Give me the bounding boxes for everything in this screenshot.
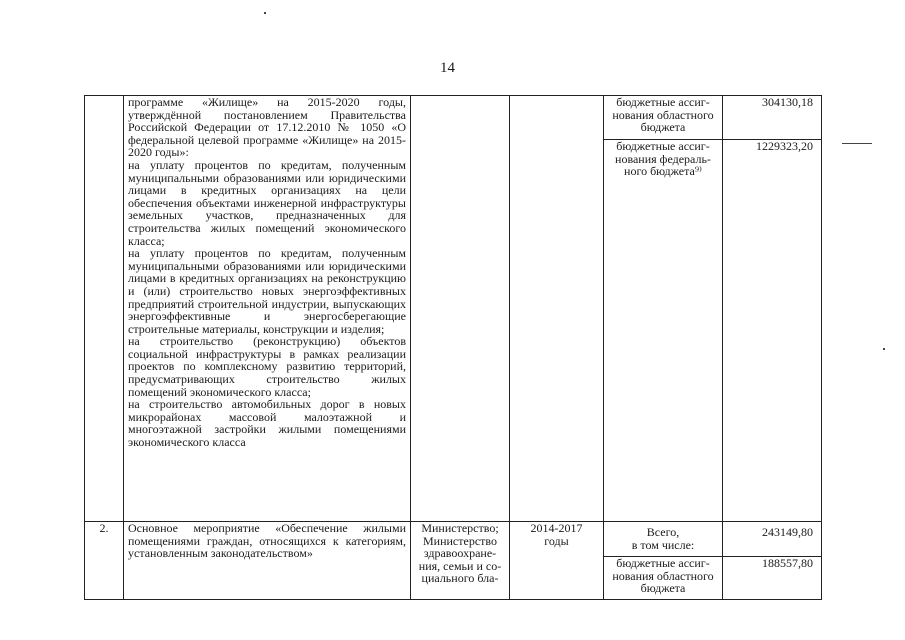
scan-mark [883, 348, 885, 350]
executor-cell [411, 96, 510, 522]
measure-description [124, 96, 411, 522]
scan-mark [842, 143, 872, 144]
amount-value: 188557,80 [762, 556, 813, 570]
paragraph: Основное мероприятие «Обеспечение жилыми помещениями граждан, относящихся к категориям, установленным законодательством» [128, 521, 406, 561]
table-row [85, 522, 822, 600]
funding-source-cell [604, 522, 723, 600]
program-table [84, 95, 822, 600]
page-number: 14 [440, 60, 455, 76]
term-cell [510, 96, 604, 522]
amount-cell [723, 522, 822, 600]
funding-source: Всего, в том числе: [604, 522, 722, 557]
funding-source: бюджетные ассиг- нования федераль- ного бюджета⁹⁾ [615, 139, 711, 179]
term-cell: 2014-2017 годы [510, 522, 604, 600]
funding-source-cell [604, 96, 723, 522]
paragraph: на строительство (реконструкцию) объектов социальной инфраструктуры в рамках реализации проектов по комплексному развитию территорий, предусматривающих строительство жилых помещений экономического класса; [128, 334, 406, 399]
paragraph: на уплату процентов по кредитам, полученным муниципальными образованиями или юридическими лицами в кредитных организациях на цели обеспечения объектами инженерной инфраструктуры земельных участков, предназначенных для строительства жилых помещений экономического класса; [128, 157, 406, 248]
row-number-cell [85, 96, 124, 522]
funding-source: бюджетные ассиг- нования областного бюджета [612, 556, 714, 596]
paragraph: на уплату процентов по кредитам, полученным муниципальными образованиями или юридическими лицами в кредитных организациях на реконструкцию и (или) строительство новых энергоэффективных предприятий строительной индустрии, выпускающих энергоэффективные и энергосберегающие строительные материалы, конструкции и изделия; [128, 246, 406, 336]
amount-value: 304130,18 [723, 96, 821, 140]
paragraph: программе «Жилище» на 2015-2020 годы, утверждённой постановлением Правительства Российской Федерации от 17.12.2010 № 1050 «О федеральной целевой программе «Жилище» на 2015-2020 годы»: [128, 95, 406, 160]
measure-description [124, 522, 411, 600]
row-number-cell: 2. [85, 522, 124, 600]
amount-value: 1229323,20 [756, 139, 813, 153]
executor-cell: Министерство; Министерство здравоохране- ния, семьи и со- циального бла- [411, 522, 510, 600]
amount-value: 243149,80 [723, 522, 821, 557]
table-row [85, 96, 822, 522]
paragraph: на строительство автомобильных дорог в новых микрорайонах массовой малоэтажной и многоэтажной застройки жилыми помещениями экономического класса [128, 397, 406, 450]
scan-mark [264, 12, 266, 14]
funding-source: бюджетные ассиг- нования областного бюджета [604, 96, 722, 140]
amount-cell [723, 96, 822, 522]
